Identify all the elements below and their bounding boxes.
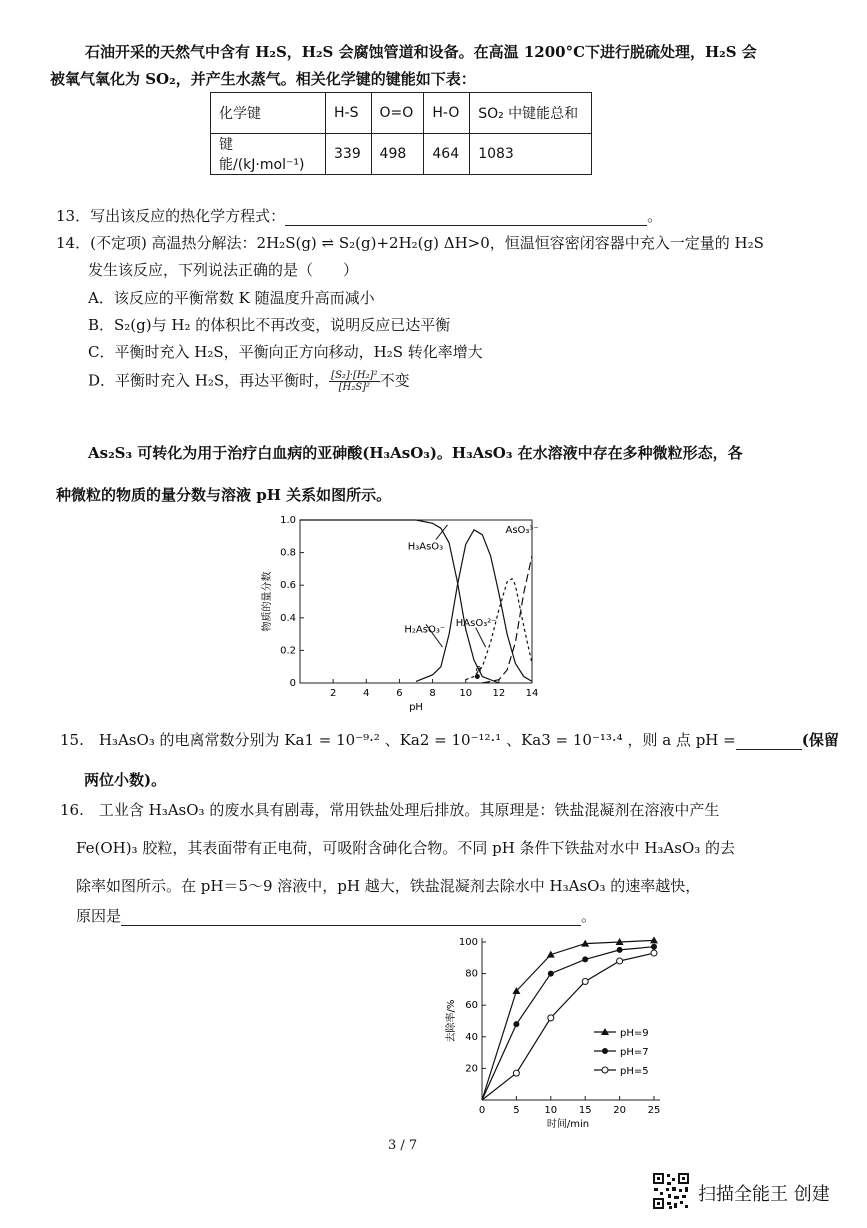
question-15-line-1 <box>60 730 839 750</box>
q15-text: 15. H₃AsO₃ 的电离常数分别为 Ka1 = 10⁻⁹·² 、Ka2 = 10⁻¹²·¹ 、Ka3 = 10⁻¹³·⁴ ，则 a 点 pH = <box>60 731 736 749</box>
y-axis-label: 去除率/% <box>446 999 457 1043</box>
intro-line-2: 被氧气氧化为 SO₂，并产生水蒸气。相关化学键的键能如下表： <box>50 70 476 88</box>
circle-marker <box>548 1015 554 1021</box>
table-cell: O=O <box>371 93 424 134</box>
dot-marker <box>548 971 554 977</box>
qr-code-icon <box>652 1172 690 1210</box>
x-tick-label: 25 <box>647 1105 661 1116</box>
table-cell: H-S <box>326 93 372 134</box>
x-tick-label: 14 <box>525 688 539 699</box>
legend-label: pH=5 <box>620 1066 649 1077</box>
bond-energy-table <box>210 92 592 175</box>
answer-blank[interactable] <box>285 209 647 226</box>
y-tick-label: 0.8 <box>280 547 296 559</box>
question-15-line-2: 两位小数)。 <box>84 771 167 789</box>
series-label: AsO₃³⁻ <box>505 525 539 537</box>
q14-option-d-post: 不变 <box>379 371 410 390</box>
dot-marker <box>513 1021 519 1027</box>
question-16-line-4 <box>76 906 596 926</box>
q14-line-2: 发生该反应，下列说法正确的是（ ） <box>88 261 359 279</box>
dot-marker <box>651 944 657 950</box>
removal-rate-chart <box>440 932 680 1130</box>
label-leader <box>476 628 486 648</box>
arsenic-intro-line-1: As₂S₃ 可转化为用于治疗白血病的亚砷酸(H₃AsO₃)。H₃AsO₃ 在水溶液中存在多种微粒形态，各 <box>88 444 743 462</box>
x-tick-label: 10 <box>459 688 473 699</box>
x-tick-label: 0 <box>478 1105 486 1116</box>
y-tick-label: 100 <box>458 937 478 948</box>
arsenic-intro-line-2: 种微粒的物质的量分数与溶液 pH 关系如图所示。 <box>56 486 392 504</box>
answer-blank[interactable] <box>121 909 581 926</box>
dot-marker <box>582 956 588 962</box>
table-cell: SO₂ 中键能总和 <box>470 93 592 134</box>
dot-marker <box>617 947 623 953</box>
y-tick-label: 0.4 <box>280 612 296 624</box>
series-label: H₂AsO₃⁻ <box>404 624 446 636</box>
circle-marker <box>651 950 657 956</box>
y-tick-label: 60 <box>465 1000 478 1012</box>
question-16-line-3: 除率如图所示。在 pH＝5～9 溶液中，pH 越大，铁盐混凝剂去除水中 H₃AsO₃ 的速率越快， <box>76 877 701 895</box>
series-line <box>482 953 654 1100</box>
y-tick-label: 80 <box>465 968 478 980</box>
y-tick-label: 0 <box>289 678 296 689</box>
fraction <box>329 370 379 393</box>
q13-text: 13．写出该反应的热化学方程式： <box>56 207 286 225</box>
legend-label: pH=9 <box>620 1028 649 1039</box>
table-row <box>211 134 592 175</box>
y-tick-label: 0.2 <box>280 645 296 657</box>
table-cell: H-O <box>424 93 470 134</box>
point-a-marker <box>475 674 480 679</box>
q14-option-a[interactable]: A．该反应的平衡常数 K 随温度升高而减小 <box>88 289 375 307</box>
question-13 <box>56 206 662 226</box>
y-tick-label: 40 <box>465 1031 478 1043</box>
table-cell: 键能/(kJ·mol⁻¹) <box>211 134 326 175</box>
table-cell: 339 <box>326 134 372 175</box>
series-label: HAsO₃²⁻ <box>455 617 497 629</box>
q14-option-c[interactable]: C．平衡时充入 H₂S，平衡向正方向移动，H₂S 转化率增大 <box>88 343 483 361</box>
x-tick-label: 12 <box>492 688 506 699</box>
circle-marker <box>602 1067 608 1073</box>
table-cell: 464 <box>424 134 470 175</box>
dot-marker <box>602 1048 608 1054</box>
x-tick-label: 15 <box>578 1105 592 1116</box>
question-16-line-2: Fe(OH)₃ 胶粒，其表面带有正电荷，可吸附含砷化合物。不同 pH 条件下铁盐对水中 H₃AsO₃ 的去 <box>76 839 736 857</box>
x-tick-label: 20 <box>613 1105 626 1116</box>
circle-marker <box>617 958 623 964</box>
answer-blank[interactable] <box>736 733 802 750</box>
circle-marker <box>582 979 588 985</box>
q14-line-1: 14．(不定项) 高温热分解法：2H₂S(g) ⇌ S₂(g)+2H₂(g) ΔH>0，恒温恒容密闭容器中充入一定量的 H₂S <box>56 234 764 252</box>
y-tick-label: 1.0 <box>280 515 296 526</box>
triangle-marker <box>650 936 658 943</box>
table-cell: 化学键 <box>211 93 326 134</box>
fraction-numerator: [S₂]·[H₂]² <box>331 370 378 381</box>
point-a-label: a <box>475 663 482 675</box>
q16-end: 。 <box>581 907 597 925</box>
x-axis-label: pH <box>409 702 423 713</box>
series-label: H₃AsO₃ <box>407 541 444 553</box>
x-tick-label: 6 <box>396 688 403 699</box>
y-axis-label: 物质的量分数 <box>262 571 273 632</box>
q13-end: 。 <box>647 207 663 225</box>
x-tick-label: 2 <box>329 688 337 699</box>
x-tick-label: 10 <box>544 1105 558 1116</box>
y-tick-label: 20 <box>465 1063 478 1075</box>
intro-line-1: 石油开采的天然气中含有 H₂S，H₂S 会腐蚀管道和设备。在高温 1200°C下进行脱硫处理，H₂S 会 <box>85 43 757 61</box>
page-number: 3 / 7 <box>388 1138 418 1153</box>
question-16-line-1: 16. 工业含 H₃AsO₃ 的废水具有剧毒，常用铁盐处理后排放。其原理是：铁盐混凝剂在溶液中产生 <box>60 801 720 819</box>
table-cell: 498 <box>371 134 424 175</box>
table-cell: 1083 <box>470 134 592 175</box>
x-axis-label: 时间/min <box>546 1119 590 1130</box>
species-distribution-chart <box>258 508 548 718</box>
series-line <box>482 947 654 1100</box>
x-tick-label: 4 <box>363 688 370 699</box>
q14-option-d[interactable] <box>88 370 410 393</box>
y-tick-label: 0.6 <box>280 580 296 592</box>
circle-marker <box>513 1070 519 1076</box>
legend-label: pH=7 <box>620 1047 649 1058</box>
q16-reason-label: 原因是 <box>76 907 122 925</box>
series-line <box>300 520 499 683</box>
q14-option-d-pre: D．平衡时充入 H₂S，再达平衡时， <box>88 371 330 390</box>
q15-text-end: (保留 <box>801 731 839 749</box>
fraction-denominator: [H₂S]² <box>338 382 371 393</box>
table-header-row <box>211 93 592 134</box>
footer-brand: 扫描全能王 创建 <box>698 1184 830 1205</box>
x-tick-label: 5 <box>513 1105 520 1116</box>
q14-option-b[interactable]: B．S₂(g)与 H₂ 的体积比不再改变，说明反应已达平衡 <box>88 316 451 334</box>
x-tick-label: 8 <box>429 688 436 699</box>
